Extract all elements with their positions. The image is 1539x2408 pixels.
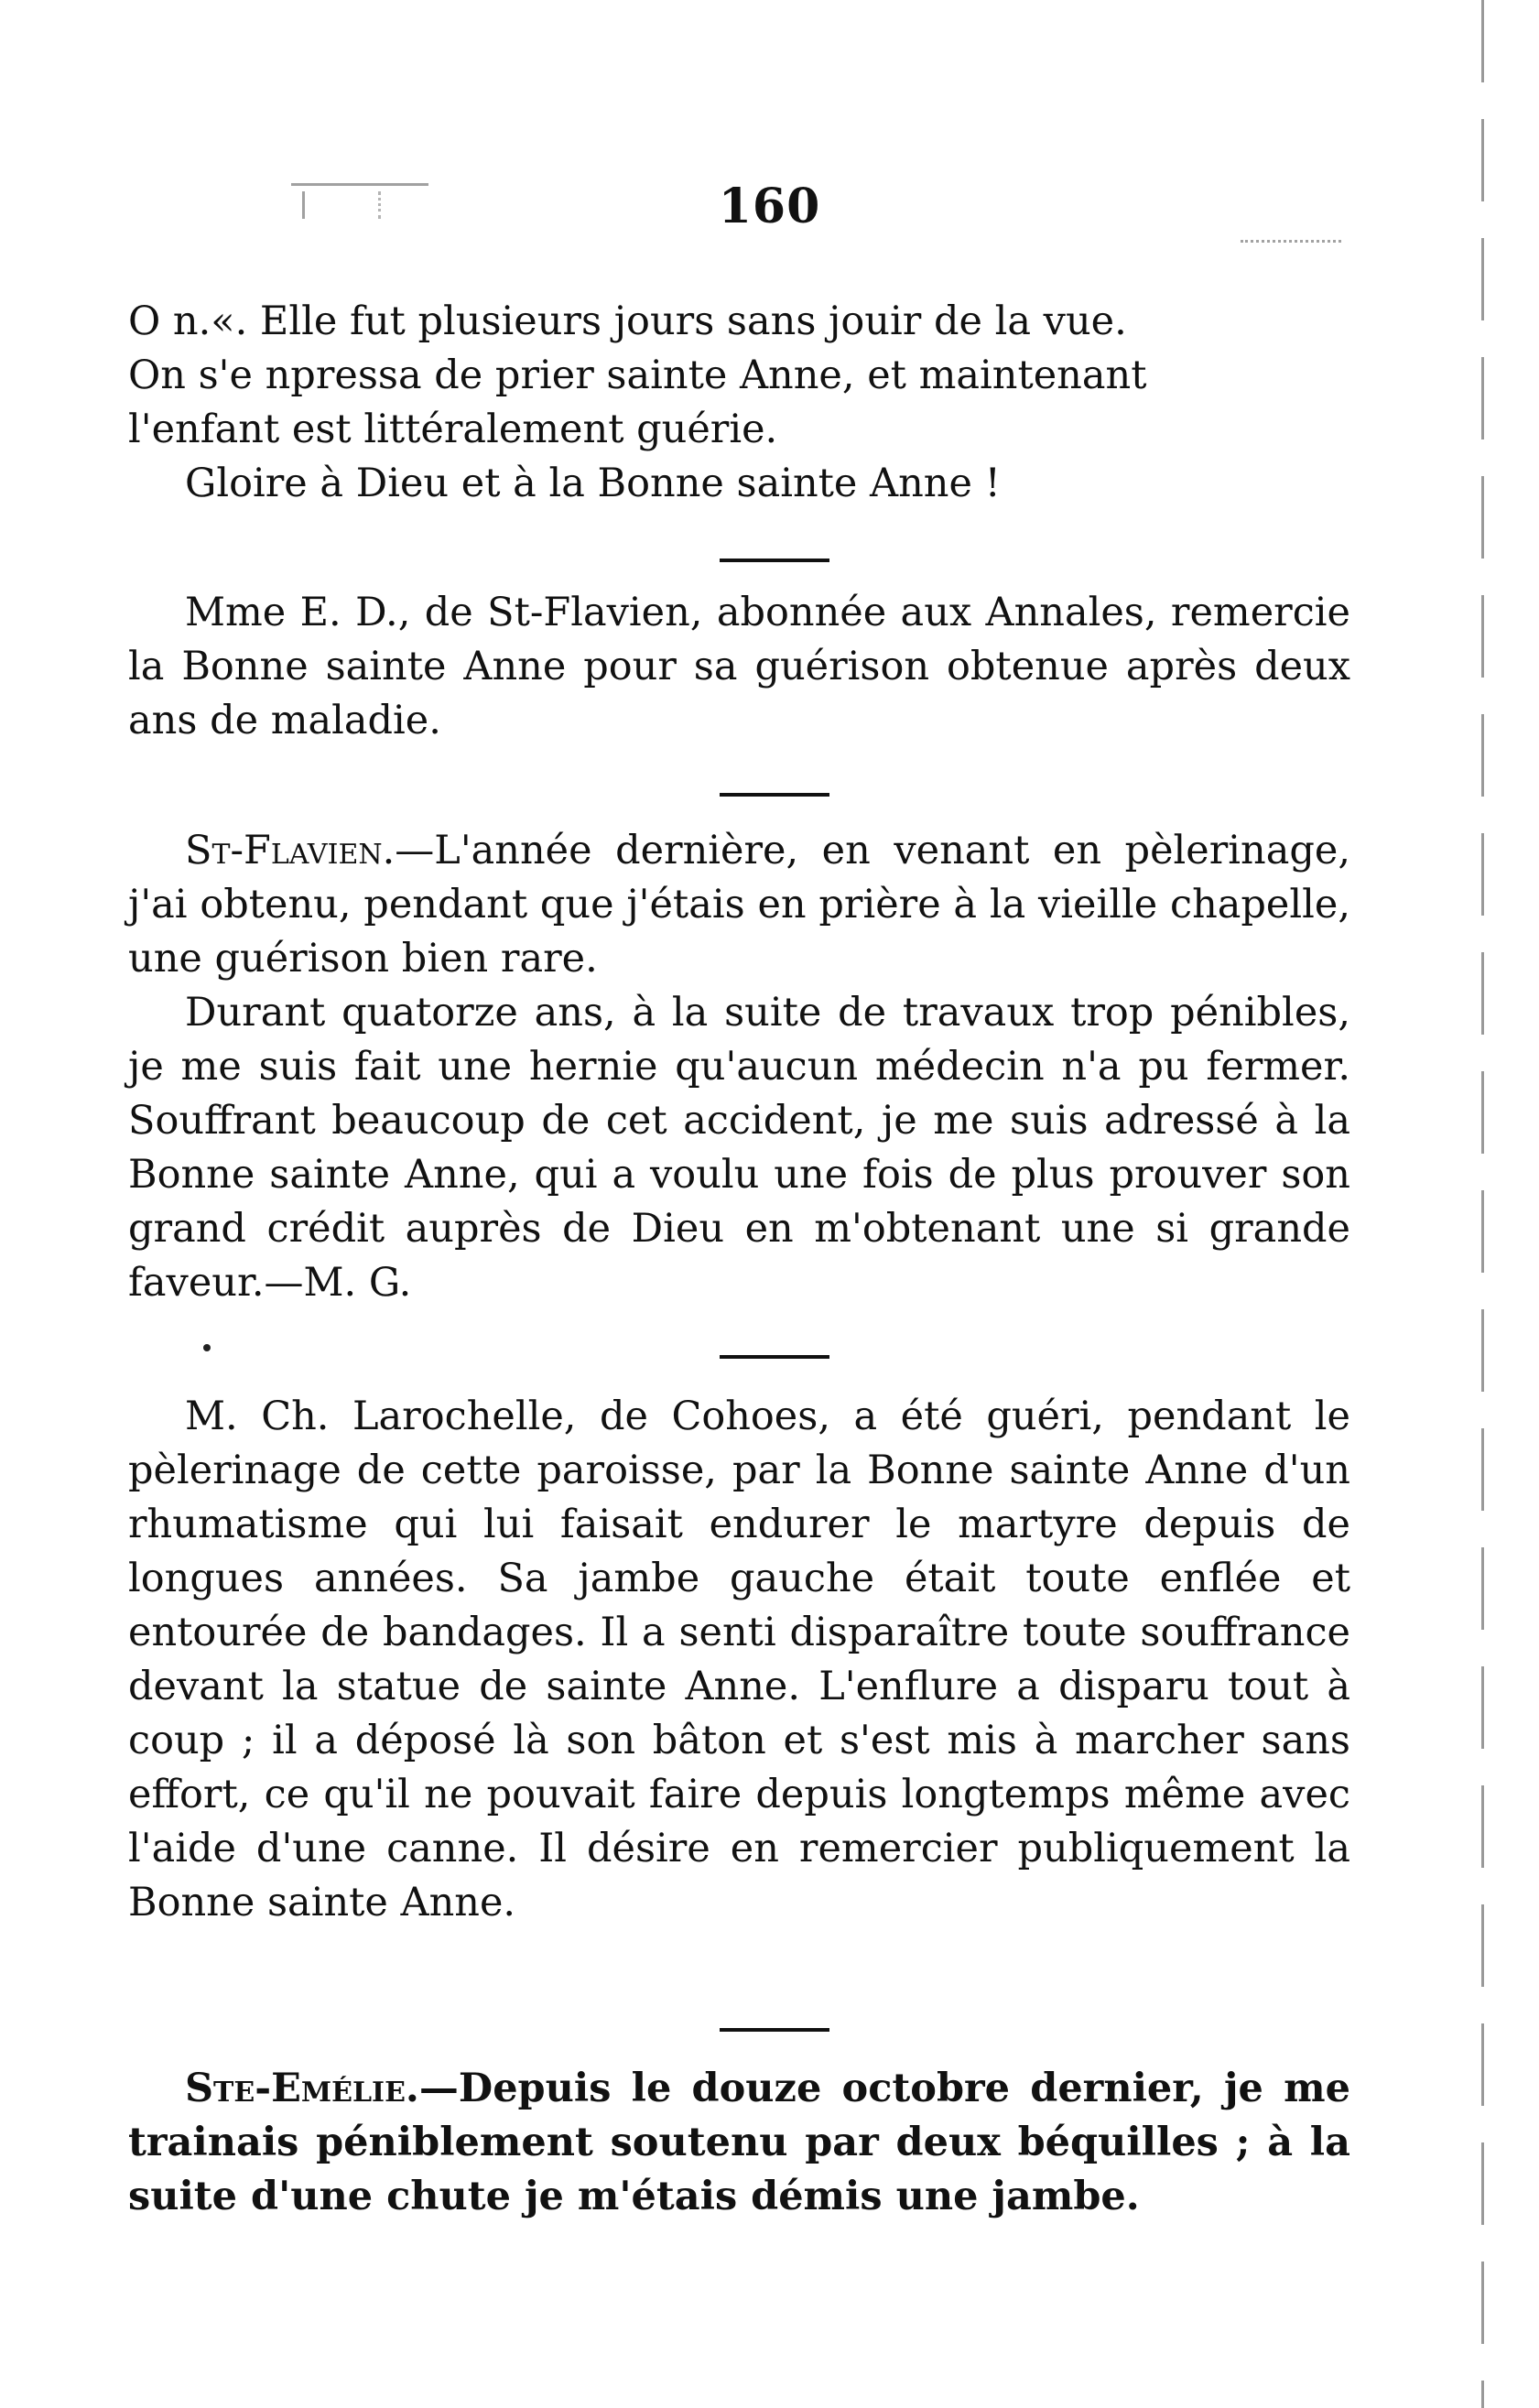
section-divider: [720, 2028, 829, 2032]
paragraph-body: —L'année dernière, en venant en pèlerinage, j'ai obtenu, pendant que j'étais en prière à la vieille chapelle, une guérison bien rare.: [128, 828, 1350, 982]
place-heading: St-Flavien.: [185, 828, 396, 873]
paragraph-ste-emelie: [128, 2062, 1350, 2224]
closing-line: Gloire à Dieu et à la Bonne sainte Anne !: [185, 461, 1001, 506]
section-divider: [720, 793, 829, 797]
paragraph-text: Mme E. D., de St-Flavien, abonnée aux Annales, remercie la Bonne sainte Anne pour sa guérison obtenue après deux ans de maladie.: [128, 590, 1350, 743]
paragraph-healing-child: [128, 295, 1350, 511]
paragraph-st-flavien: [128, 824, 1350, 1310]
text-line: On s'e npressa de prier sainte Anne, et maintenant: [128, 353, 1147, 398]
text-line: O n.«. Elle fut plusieurs jours sans jouir de la vue.: [128, 298, 1127, 344]
section-divider: [720, 559, 829, 562]
paragraph-mme-ed: [128, 586, 1350, 748]
paragraph-body: —Depuis le douze octobre dernier, je me trainais péniblement soutenu par deux béquilles ; à la suite d'une chute je m'étais démis une jambe.: [128, 2066, 1350, 2219]
paragraph-text: [128, 824, 1350, 986]
header-ink-smudge-right: [1241, 240, 1341, 261]
section-divider: [720, 1355, 829, 1359]
place-heading: Ste-Emélie.: [185, 2066, 419, 2111]
ink-speck: [203, 1344, 211, 1351]
page-number: 160: [718, 179, 821, 234]
page-edge-shadow: [1481, 0, 1484, 2408]
text-line: l'enfant est littéralement guérie.: [128, 407, 778, 452]
paragraph-larochelle: [128, 1390, 1350, 1930]
paragraph-text: [128, 2062, 1350, 2224]
paragraph-text: M. Ch. Larochelle, de Cohoes, a été guéri, pendant le pèlerinage de cette paroisse, par la Bonne sainte Anne d'un rhumatisme qui lui faisait endurer le martyre depuis de longues années. Sa jambe gauche était toute enflée et entourée de bandages. Il a senti disparaître toute souffrance devant la statue de sainte Anne. L'enflure a disparu tout à coup ; il a déposé là son bâton et s'est mis à marcher sans effort, ce qu'il ne pouvait faire depuis longtemps même avec l'aide d'une canne. Il désire en remercier publiquement la Bonne sainte Anne.: [128, 1394, 1350, 1925]
paragraph-text: Durant quatorze ans, à la suite de travaux trop pénibles, je me suis fait une hernie qu'aucun médecin n'a pu fermer. Souffrant beaucoup de cet accident, je me suis adressé à la Bonne sainte Anne, qui a voulu une fois de plus prouver son grand crédit auprès de Dieu en m'obtenant une si grande faveur.—M. G.: [128, 990, 1350, 1306]
